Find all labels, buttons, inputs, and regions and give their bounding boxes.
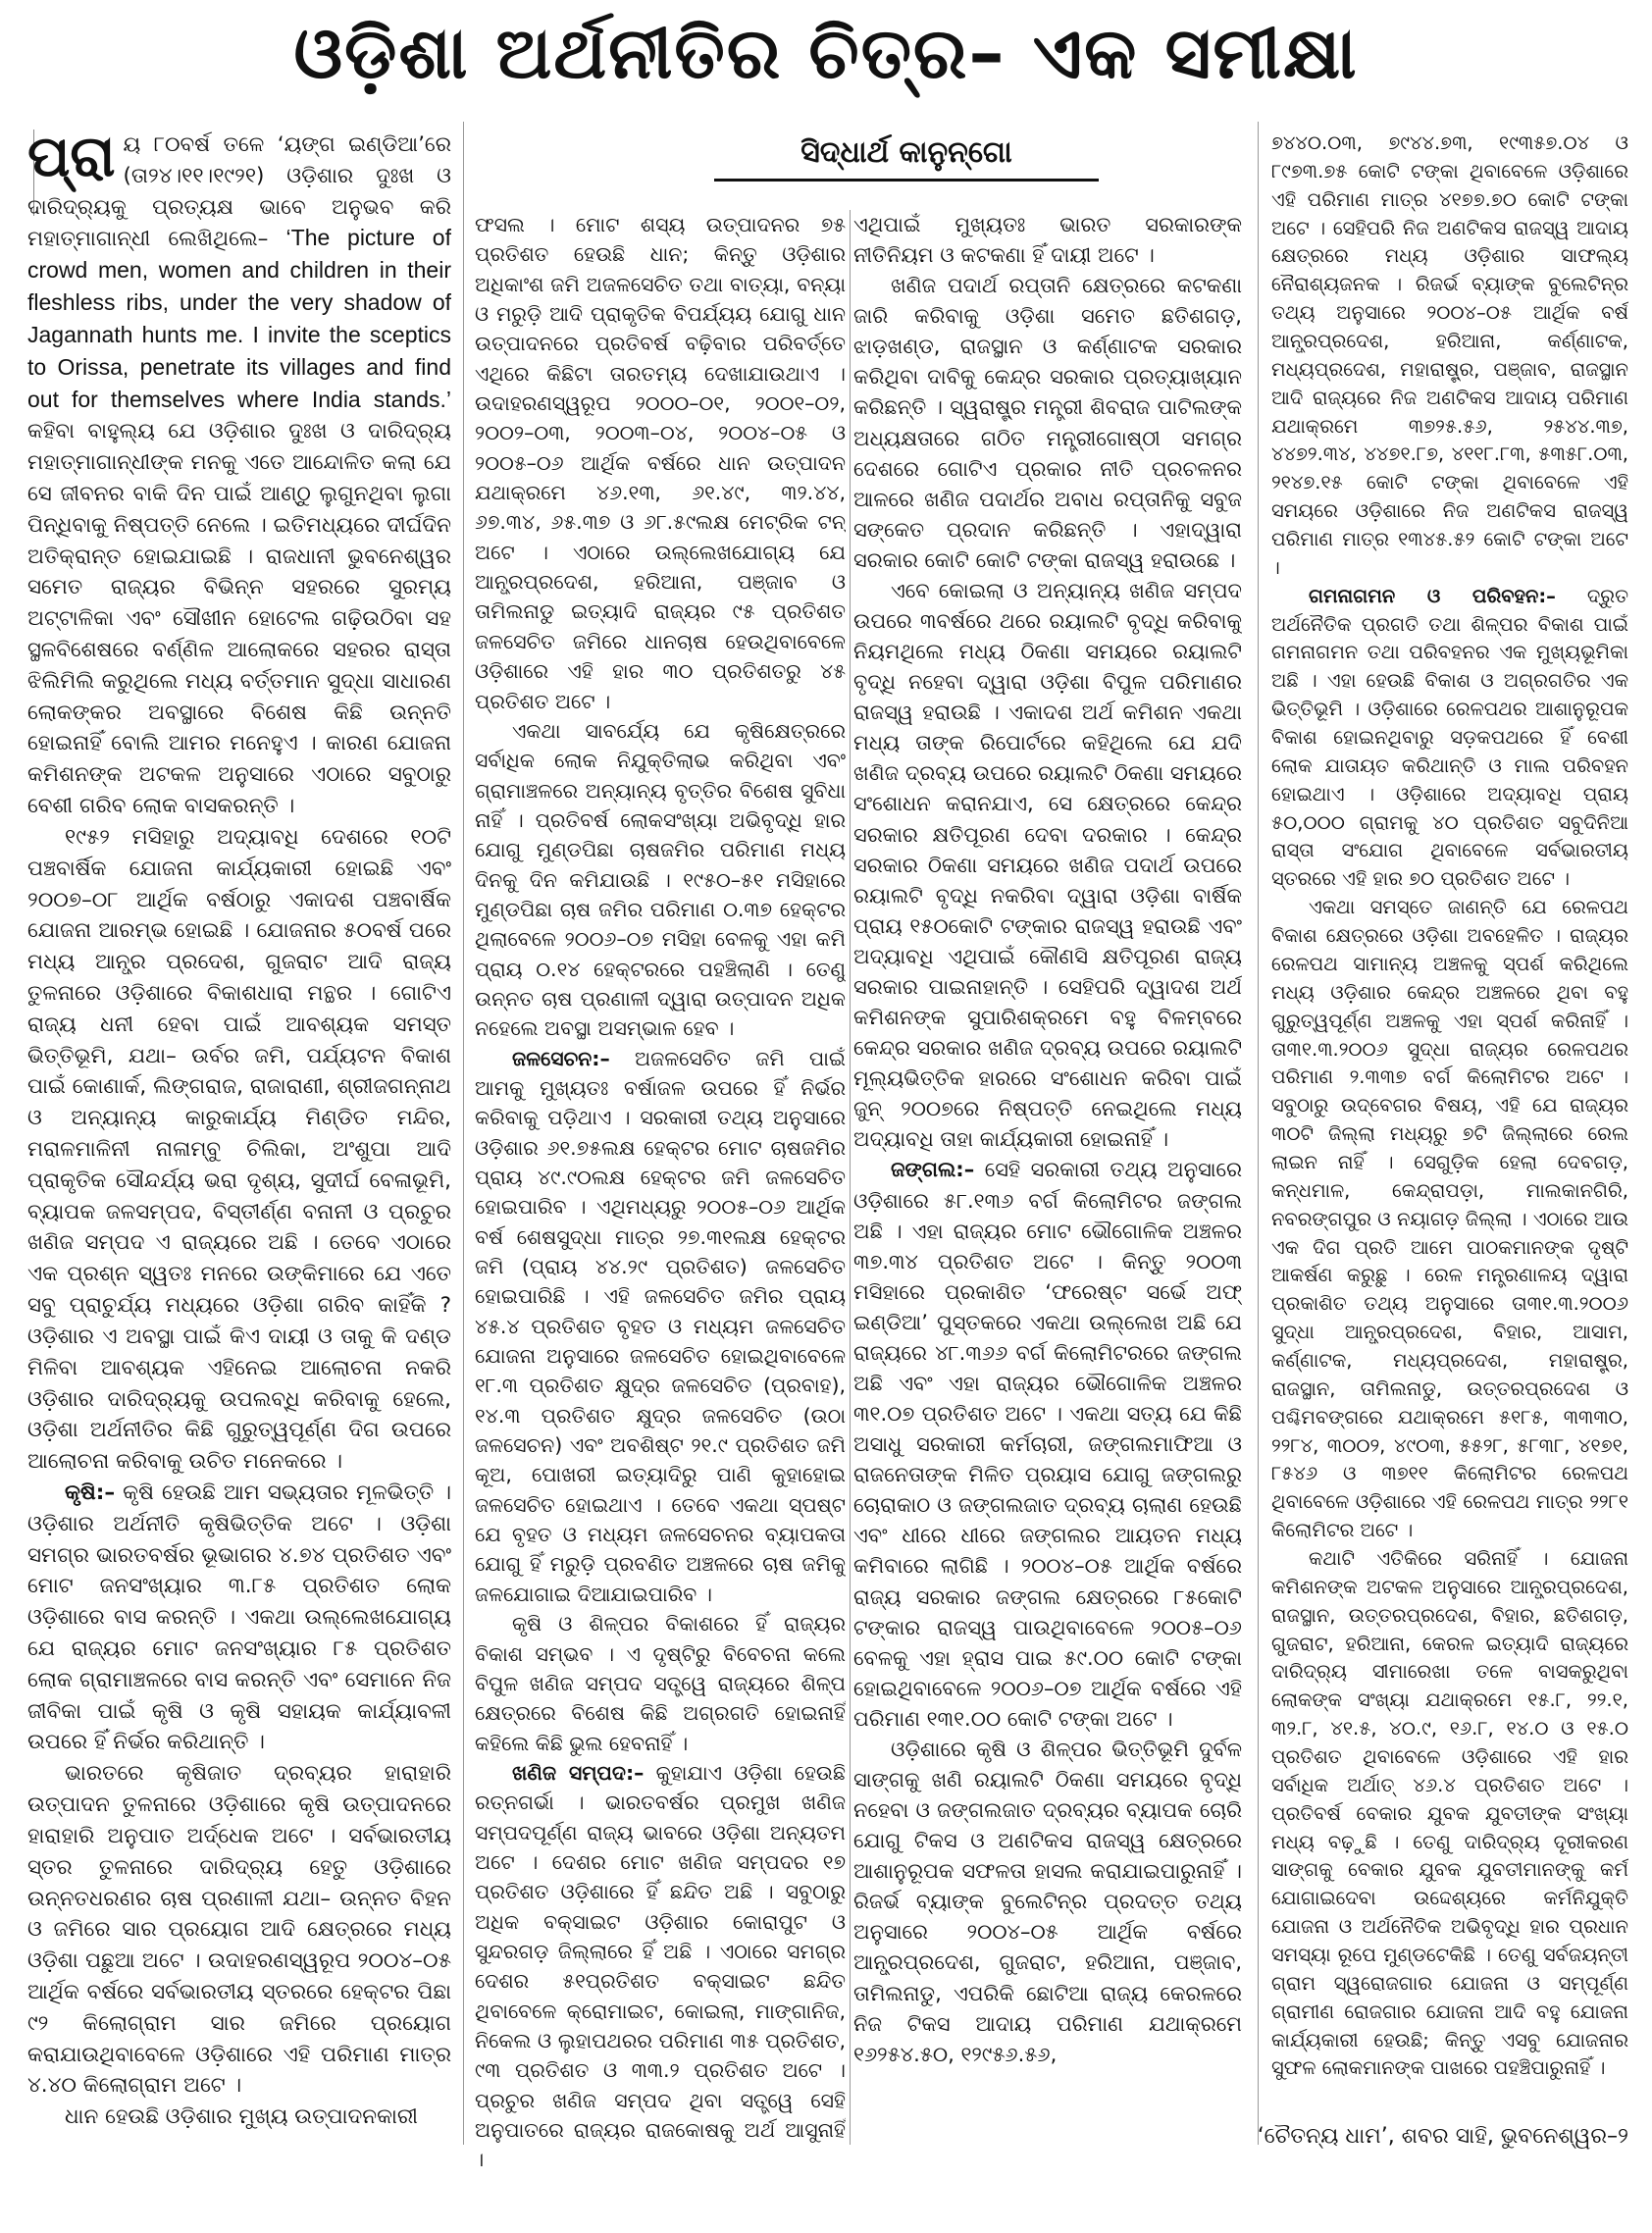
paragraph-text: କୃଷି ହେଉଛି ଆମ ସଭ୍ୟତାର ମୂଳଭିତ୍ତି । ଓଡ଼ିଶାର ଅର୍ଥନୀତି କୃଷିଭିତ୍ତିକ ଅଟେ । ଓଡ଼ିଶା ସମଗ୍ର ଭାରତବର୍ଷର ଭୂଭାଗର ୪.୭୪ ପ୍ରତିଶତ ଏବଂ ମୋଟ ଜନସଂଖ୍ୟାର ୩.୮୫ ପ୍ରତିଶତ ଲୋକ ଓଡ଼ିଶାରେ ବାସ କରନ୍ତି । ଏକଥା ଉଲ୍ଲେଖଯୋଗ୍ୟ ଯେ ରାଜ୍ୟର ମୋଟ ଜନସଂଖ୍ୟାର ୮୫ ପ୍ରତିଶତ ଲୋକ ଗ୍ରାମାଞ୍ଚଳରେ ବାସ କରନ୍ତି ଏବଂ ସେମାନେ ନିଜ ଜୀବିକା ପାଇଁ କୃଷି ଓ କୃଷି ସହାୟକ କାର୍ଯ୍ୟାବଳୀ ଉପରେ ହିଁ ନିର୍ଭର କରିଥାନ୍ତି । [27, 1480, 451, 1755]
paragraph: ଧାନ ହେଉଛି ଓଡ଼ିଶାର ମୁଖ୍ୟ ଉତ୍ପାଦନକାରୀ [65, 2104, 418, 2130]
paragraph [1271, 583, 1628, 894]
byline: ସିଦ୍ଧାର୍ଥ କାନୁନ୍‌ଗୋ [800, 135, 1012, 170]
paragraph-text: କୁହାଯାଏ ଓଡ଼ିଶା ହେଉଛି ରତ୍ନଗର୍ଭା । ଭାରତବର୍ଷର ପ୍ରମୁଖ ଖଣିଜ ସମ୍ପଦପୂର୍ଣ୍ଣ ରାଜ୍ୟ ଭାବରେ ଓଡ଼ିଶା ଅନ୍ୟତମ ଅଟେ । ଦେଶର ମୋଟ ଖଣିଜ ସମ୍ପଦର ୧୭ ପ୍ରତିଶତ ଓଡ଼ିଶାରେ ହିଁ ଛନ୍ଦିତ ଅଛି । ସବୁଠାରୁ ଅଧିକ ବକ୍ସାଇଟ ଓଡ଼ିଶାର କୋରାପୁଟ ଓ ସୁନ୍ଦରଗଡ଼ ଜିଲ୍ଲାରେ ହିଁ ଅଛି । ଏଠାରେ ସମଗ୍ର ଦେଶର ୫୧ପ୍ରତିଶତ ବକ୍ସାଇଟ ଛନ୍ଦିତ ଥିବାବେଳେ କ୍ରୋମାଇଟ, କୋଇଲା, ମାଙ୍ଗାନିଜ, ନିକେଲ ଓ ଲୁହାପଥରର ପରିମାଣ ୩୫ ପ୍ରତିଶତ, ୯୩ ପ୍ରତିଶତ ଓ ୩୩.୨ ପ୍ରତିଶତ ଅଟେ । ପ୍ରଚୁର ଖଣିଜ ସମ୍ପଦ ଥିବା ସତ୍ତ୍ୱେ ସେହି ଅନୁପାତରେ ରାଜ୍ୟର ରାଜକୋଷକୁ ଅର୍ଥ ଆସୁନାହିଁ । [475, 1760, 846, 2172]
section-heading: କୃଷି:– [65, 1480, 116, 1505]
section-heading: ଜଙ୍ଗଲ:– [891, 1158, 975, 1182]
paragraph: ଫସଲ । ମୋଟ ଶସ୍ୟ ଉତ୍ପାଦନର ୭୫ ପ୍ରତିଶତ ହେଉଛି ଧାନ; କିନ୍ତୁ ଓଡ଼ିଶାର ଅଧିକାଂଶ ଜମି ଅଜଳସେଚିତ ତଥା ବାତ୍ୟା, ବନ୍ୟା ଓ ମରୁଡ଼ି ଆଦି ପ୍ରାକୃତିକ ବିପର୍ଯ୍ୟୟ ଯୋଗୁ ଧାନ ଉତ୍ପାଦନରେ ପ୍ରତିବର୍ଷ ବଢ଼ିବାର ପରିବର୍ତ୍ତେ ଏଥିରେ କିଛିଟା ତାରତମ୍ୟ ଦେଖାଯାଉଥାଏ । ଉଦାହରଣସ୍ୱରୂପ ୨୦୦୦–୦୧, ୨୦୦୧–୦୨, ୨୦୦୨–୦୩, ୨୦୦୩–୦୪, ୨୦୦୪–୦୫ ଓ ୨୦୦୫–୦୬ ଆର୍ଥିକ ବର୍ଷରେ ଧାନ ଉତ୍ପାଦନ ଯଥାକ୍ରମେ ୪୬.୧୩, ୬୧.୪୯, ୩୨.୪୪, ୬୭.୩୪, ୬୫.୩୭ ଓ ୬୮.୫୯ଲକ୍ଷ ମେଟ୍ରିକ ଟନ୍ ଅଟେ । ଏଠାରେ ଉଲ୍ଲେଖଯୋଗ୍ୟ ଯେ ଆନ୍ଧ୍ରପ୍ରଦେଶ, ହରିଆନା, ପଞ୍ଜାବ ଓ ତାମିଲନାଡୁ ଇତ୍ୟାଦି ରାଜ୍ୟର ୯୫ ପ୍ରତିଶତ ଜଳସେଚିତ ଜମିରେ ଧାନଚାଷ ହେଉଥିବାବେଳେ ଓଡ଼ିଶାରେ ଏହି ହାର ୩୦ ପ୍ରତିଶତରୁ ୪୫ ପ୍ରତିଶତ ଅଟେ । [475, 213, 846, 713]
paragraph-text: ଦ୍ରୁତ ଅର୍ଥନୈତିକ ପ୍ରଗତି ତଥା ଶିଳ୍ପର ବିକାଶ ପାଇଁ ଗମନାଗମନ ତଥା ପରିବହନର ଏକ ମୁଖ୍ୟଭୂମିକା ଅଛି । ଏହା ହେଉଛି ବିକାଶ ଓ ଅଗ୍ରଗତିର ଏକ ଭିତ୍ତିଭୂମି । ଓଡ଼ିଶାରେ ରେଳପଥର ଆଶାନୁରୂପକ ବିକାଶ ହୋଇନଥିବାରୁ ସଡ଼କପଥରେ ହିଁ ବେଶୀ ଲୋକ ଯାତାୟତ କରିଥାନ୍ତି ଓ ମାଲ ପରିବହନ ହୋଇଥାଏ । ଓଡ଼ିଶାରେ ଅଦ୍ୟାବଧି ପ୍ରାୟ ୫୦,୦୦୦ ଗ୍ରାମକୁ ୪୦ ପ୍ରତିଶତ ସବୁଦିନିଆ ରାସ୍ତା ସଂଯୋଗ ଥିବାବେଳେ ସର୍ବଭାରତୀୟ ସ୍ତରରେ ଏହି ହାର ୭୦ ପ୍ରତିଶତ ଅଟେ । [1271, 584, 1628, 891]
drop-cap: ପ୍ରା [27, 130, 116, 189]
headline: ଓଡ଼ିଶା ଅର୍ଥନୀତିର ଚିତ୍ର– ଏକ ସମୀକ୍ଷା [293, 12, 1359, 94]
gandhi-quote: ‘The picture of crowd men, women and children in their fleshless ribs, under the very shadow of Jagannath hunts me. I invite the sceptics to Orissa, penetrate its villages and find out for themselves where India stands.’ [27, 225, 451, 412]
paragraph: କୃଷି ଓ ଶିଳ୍ପର ବିକାଶରେ ହିଁ ରାଜ୍ୟର ବିକାଶ ସମ୍ଭବ । ଏ ଦୃଷ୍ଟିରୁ ବିବେଚନା କଲେ ବିପୁଳ ଖଣିଜ ସମ୍ପଦ ସତ୍ତ୍ୱେ ରାଜ୍ୟରେ ଶିଳ୍ପ କ୍ଷେତ୍ରରେ ବିଶେଷ କିଛି ଅଗ୍ରଗତି ହୋଇନାହିଁ କହିଲେ କିଛି ଭୁଲ ହେବନାହିଁ । [475, 1612, 846, 1755]
article-column-3 [853, 210, 1242, 2233]
paragraph-text: ଅଜଳସେଚିତ ଜମି ପାଇଁ ଆମକୁ ମୁଖ୍ୟତଃ ବର୍ଷାଜଳ ଉପରେ ହିଁ ନିର୍ଭର କରିବାକୁ ପଡ଼ିଥାଏ । ସରକାରୀ ତଥ୍ୟ ଅନୁସାରେ ଓଡ଼ିଶାର ୬୧.୭୫ଲକ୍ଷ ହେକ୍ଟର ମୋଟ ଚାଷଜମିର ପ୍ରାୟ ୪୯.୯୦ଲକ୍ଷ ହେକ୍ଟର ଜମି ଜଳସେଚିତ ହୋଇପାରିବ । ଏଥିମଧ୍ୟରୁ ୨୦୦୫–୦୬ ଆର୍ଥିକ ବର୍ଷ ଶେଷସୁଦ୍ଧା ମାତ୍ର ୨୭.୩୧ଲକ୍ଷ ହେକ୍ଟର ଜମି (ପ୍ରାୟ ୪୪.୨୯ ପ୍ରତିଶତ) ଜଳସେଚିତ ହୋଇପାରିଛି । ଏହି ଜଳସେଚିତ ଜମିର ପ୍ରାୟ ୪୫.୪ ପ୍ରତିଶତ ବୃହତ ଓ ମଧ୍ୟମ ଜଳସେଚିତ ଯୋଜନା ଅନୁସାରେ ଜଳସେଚିତ ହୋଇଥିବାବେଳେ ୧୮.୩ ପ୍ରତିଶତ କ୍ଷୁଦ୍ର ଜଳସେଚିତ (ପ୍ରବାହ), ୧୪.୩ ପ୍ରତିଶତ କ୍ଷୁଦ୍ର ଜଳସେଚିତ (ଉଠା ଜଳସେଚନ) ଏବଂ ଅବଶିଷ୍ଟ ୨୧.୯ ପ୍ରତିଶତ ଜମି କୂଅ, ପୋଖରୀ ଇତ୍ୟାଦିରୁ ପାଣି କୁହାହୋଇ ଜଳସେଚିତ ହୋଇଥାଏ । ତେବେ ଏକଥା ସ୍ପଷ୍ଟ ଯେ ବୃହତ ଓ ମଧ୍ୟମ ଜଳସେଚନର ବ୍ୟାପକତା ଯୋଗୁ ହିଁ ମରୁଡ଼ି ପ୍ରବଣିତ ଅଞ୍ଚଳରେ ଚାଷ ଜମିକୁ ଜଳଯୋଗାଇ ଦିଆଯାଇପାରିବ । [475, 1046, 846, 1606]
paragraph: ଏକଥା ସାବର୍ଯ୍ୟେ ଯେ କୃଷିକ୍ଷେତ୍ରରେ ସର୍ବାଧିକ ଲୋକ ନିଯୁକ୍ତିଲାଭ କରିଥିବା ଏବଂ ଗ୍ରାମାଞ୍ଚଳରେ ଅନ୍ୟାନ୍ୟ ବୃତ୍ତିର ବିଶେଷ ସୁବିଧା ନାହିଁ । ପ୍ରତିବର୍ଷ ଲୋକସଂଖ୍ୟା ଅଭିବୃଦ୍ଧି ହାର ଯୋଗୁ ମୁଣ୍ଡପିଛା ଚାଷଜମିର ପରିମାଣ ମଧ୍ୟ ଦିନକୁ ଦିନ କମିଯାଉଛି । ୧୯୫୦–୫୧ ମସିହାରେ ମୁଣ୍ଡପିଛା ଚାଷ ଜମିର ପରିମାଣ ୦.୩୭ ହେକ୍ଟର ଥିଲାବେଳେ ୨୦୦୬–୦୭ ମସିହା ବେଳକୁ ଏହା କମି ପ୍ରାୟ ୦.୧୪ ହେକ୍ଟରରେ ପହଞ୍ଚିଲାଣି । ତେଣୁ ଉନ୍ନତ ଚାଷ ପ୍ରଣାଳୀ ଦ୍ୱାରା ଉତ୍ପାଦନ ଅଧିକ ନହେଲେ ଅବସ୍ଥା ଅସମ୍ଭାଳ ହେବ । [475, 718, 846, 1041]
section-heading: ଜଳସେଚନ:– [512, 1046, 610, 1070]
section-heading: ଗମନାଗମନ ଓ ପରିବହନ:– [1309, 584, 1556, 607]
author-address: ‘ଚୈତନ୍ୟ ଧାମ’, ଶବର ସାହି, ଭୁବନେଶ୍ୱର–୨ [1257, 2124, 1628, 2149]
paragraph [475, 1758, 846, 2175]
paragraph [853, 1155, 1242, 1734]
paragraph: ଏଥିପାଇଁ ମୁଖ୍ୟତଃ ଭାରତ ସରକାରଙ୍କ ନୀତିନିୟମ ଓ କଟକଣା ହିଁ ଦାୟୀ ଅଟେ । [853, 213, 1242, 268]
column-rule [1258, 122, 1259, 2145]
article-column-1 [27, 130, 451, 2153]
intro-text-start: ୟ ୮୦ବର୍ଷ ତଳେ ‘ୟଙ୍ଗ ଇଣ୍ଡିଆ’ରେ (ତା୨୪।୧୧।୧୯୨୧) ଓଡ଼ିଶାର ଦୁଃଖ ଓ ଦାରିଦ୍ର୍ୟକୁ ପ୍ରତ୍ୟକ୍ଷ ଭାବେ ଅନୁଭବ କରି ମହାତ୍ମାଗାନ୍ଧୀ ଲେଖିଥିଲେ– [27, 132, 451, 252]
section-heading: ଖଣିଜ ସମ୍ପଦ:– [512, 1760, 645, 1785]
byline-box [714, 133, 1099, 182]
paragraph [475, 1044, 846, 1610]
paragraph [27, 1478, 451, 1758]
article-column-4 [1271, 130, 1628, 2153]
paragraph: ଖଣିଜ ପଦାର୍ଥ ରପ୍ତାନି କ୍ଷେତ୍ରରେ କଟକଣା ଜାରି କରିବାକୁ ଓଡ଼ିଶା ସମେତ ଛତିଶଗଡ଼, ଝାଡ଼ଖଣ୍ଡ, ରାଜସ୍ଥାନ ଓ କର୍ଣ୍ଣାଟକ ସରକାର କରିଥିବା ଦାବିକୁ କେନ୍ଦ୍ର ସରକାର ପ୍ରତ୍ୟାଖ୍ୟାନ କରିଛନ୍ତି । ସ୍ୱରାଷ୍ଟ୍ର ମନ୍ତ୍ରୀ ଶିବରାଜ ପାଟିଲଙ୍କ ଅଧ୍ୟକ୍ଷତାରେ ଗଠିତ ମନ୍ତ୍ରୀଗୋଷ୍ଠୀ ସମଗ୍ର ଦେଶରେ ଗୋଟିଏ ପ୍ରକାର ନୀତି ପ୍ରଚଳନର ଆଳରେ ଖଣିଜ ପଦାର୍ଥର ଅବାଧ ରପ୍ତାନିକୁ ସବୁଜ ସଙ୍କେତ ପ୍ରଦାନ କରିଛନ୍ତି । ଏହାଦ୍ୱାରା ସରକାର କୋଟି କୋଟି ଟଙ୍କା ରାଜସ୍ୱ ହରାଉଛେ । [853, 274, 1242, 572]
column-rule [850, 210, 851, 2145]
paragraph: ଏବେ କୋଇଲା ଓ ଅନ୍ୟାନ୍ୟ ଖଣିଜ ସମ୍ପଦ ଉପରେ ୩ବର୍ଷରେ ଥରେ ରୟାଲଟି ବୃଦ୍ଧି କରିବାକୁ ନିୟମଥିଲେ ମଧ୍ୟ ଠିକଣା ସମୟରେ ରୟାଲଟି ବୃଦ୍ଧି ନହେବା ଦ୍ୱାରା ଓଡ଼ିଶା ବିପୁଳ ପରିମାଣର ରାଜସ୍ୱ ହରାଉଛି । ଏକାଦଶ ଅର୍ଥ କମିଶନ ଏକଥା ମଧ୍ୟ ତାଙ୍କ ରିପୋର୍ଟରେ କହିଥିଲେ ଯେ ଯଦି ଖଣିଜ ଦ୍ରବ୍ୟ ଉପରେ ରୟାଲଟି ଠିକଣା ସମୟରେ ସଂଶୋଧନ କରାନଯାଏ, ସେ କ୍ଷେତ୍ରରେ କେନ୍ଦ୍ର ସରକାର କ୍ଷତିପୂରଣ ଦେବା ଦରକାର । କେନ୍ଦ୍ର ସରକାର ଠିକଣା ସମୟରେ ଖଣିଜ ପଦାର୍ଥ ଉପରେ ରୟାଲଟି ବୃଦ୍ଧି ନକରିବା ଦ୍ୱାରା ଓଡ଼ିଶା ବାର୍ଷିକ ପ୍ରାୟ ୧୫୦କୋଟି ଟଙ୍କାର ରାଜସ୍ୱ ହରାଉଛି ଏବଂ ଅଦ୍ୟାବଧି ଏଥିପାଇଁ କୌଣସି କ୍ଷତିପୂରଣ ରାଜ୍ୟ ସରକାର ପାଇନାହାନ୍ତି । ସେହିପରି ଦ୍ୱାଦଶ ଅର୍ଥ କମିଶନଙ୍କ ସୁପାରିଶକ୍ରମେ ବହୁ ବିଳମ୍ବରେ କେନ୍ଦ୍ର ସରକାର ଖଣିଜ ଦ୍ରବ୍ୟ ଉପରେ ରୟାଲଟି ମୂଲ୍ୟଭିତ୍ତିକ ହାରରେ ସଂଶୋଧନ କରିବା ପାଇଁ ଜୁନ୍ ୨୦୦୭ରେ ନିଷ୍ପତ୍ତି ନେଇଥିଲେ ମଧ୍ୟ ଅଦ୍ୟାବଧି ତାହା କାର୍ଯ୍ୟକାରୀ ହୋଇନାହିଁ । [853, 578, 1242, 1152]
paragraph: ଓଡ଼ିଶାରେ କୃଷି ଓ ଶିଳ୍ପର ଭିତ୍ତିଭୂମି ଦୁର୍ବଳ ସାଙ୍ଗକୁ ଖଣି ରୟାଲଟି ଠିକଣା ସମୟରେ ବୃଦ୍ଧି ନହେବା ଓ ଜଙ୍ଗଲଜାତ ଦ୍ରବ୍ୟର ବ୍ୟାପକ ଚୋରି ଯୋଗୁ ଟିକସ ଓ ଅଣଟିକସ ରାଜସ୍ୱ କ୍ଷେତ୍ରରେ ଆଶାନୁରୂପକ ସଫଳତା ହାସଲ କରାଯାଇପାରୁନାହିଁ । ରିଜର୍ଭ ବ୍ୟାଙ୍କ ବୁଲେଟିନ୍‌ର ପ୍ରଦତ୍ତ ତଥ୍ୟ ଅନୁସାରେ ୨୦୦୪–୦୫ ଆର୍ଥିକ ବର୍ଷରେ ଆନ୍ଧ୍ରପ୍ରଦେଶ, ଗୁଜରାଟ, ହରିଆନା, ପଞ୍ଜାବ, ତାମିଲନାଡୁ, ଏପରିକି ଛୋଟିଆ ରାଜ୍ୟ କେରଳରେ ନିଜ ଟିକସ ଆଦାୟ ପରିମାଣ ଯଥାକ୍ରମେ ୧୬୨୫୪.୫୦, ୧୨୯୫୬.୫୬, [853, 1737, 1242, 2066]
paragraph: ଭାରତରେ କୃଷିଜାତ ଦ୍ରବ୍ୟର ହାରାହାରି ଉତ୍ପାଦନ ତୁଳନାରେ ଓଡ଼ିଶାରେ କୃଷି ଉତ୍ପାଦନରେ ହାରାହାରି ଅନୁପାତ ଅର୍ଦ୍ଧେକ ଅଟେ । ସର୍ବଭାରତୀୟ ସ୍ତର ତୁଳନାରେ ଦାରିଦ୍ର୍ୟ ହେତୁ ଓଡ଼ିଶାରେ ଉନ୍ନତଧରଣର ଚାଷ ପ୍ରଣାଳୀ ଯଥା– ଉନ୍ନତ ବିହନ ଓ ଜମିରେ ସାର ପ୍ରୟୋଗ ଆଦି କ୍ଷେତ୍ରରେ ମଧ୍ୟ ଓଡ଼ିଶା ପଛୁଆ ଅଟେ । ଉଦାହରଣସ୍ୱରୂପ ୨୦୦୪–୦୫ ଆର୍ଥିକ ବର୍ଷରେ ସର୍ବଭାରତୀୟ ସ୍ତରରେ ହେକ୍ଟର ପିଛା ୯୨ କିଲୋଗ୍ରାମ ସାର ଜମିରେ ପ୍ରୟୋଗ କରାଯାଉଥିବାବେଳେ ଓଡ଼ିଶାରେ ଏହି ପରିମାଣ ମାତ୍ର ୪.୪୦ କିଲୋଗ୍ରାମ ଅଟେ । [27, 1761, 451, 2099]
paragraph: କଥାଟି ଏତିକିରେ ସରିନାହିଁ । ଯୋଜନା କମିଶନଙ୍କ ଅଟକଳ ଅନୁସାରେ ଆନ୍ଧ୍ରପ୍ରଦେଶ, ରାଜସ୍ଥାନ, ଉତ୍ତରପ୍ରଦେଶ, ବିହାର, ଛତିଶଗଡ଼, ଗୁଜରାଟ, ହରିଆନା, କେରଳ ଇତ୍ୟାଦି ରାଜ୍ୟରେ ଦାରିଦ୍ର୍ୟ ସୀମାରେଖା ତଳେ ବାସକରୁଥିବା ଲୋକଙ୍କ ସଂଖ୍ୟା ଯଥାକ୍ରମେ ୧୫.୮, ୨୨.୧, ୩୨.୮, ୪୧.୫, ୪୦.୯, ୧୬.୮, ୧୪.୦ ଓ ୧୫.୦ ପ୍ରତିଶତ ଥିବାବେଳେ ଓଡ଼ିଶାରେ ଏହି ହାର ସର୍ବାଧିକ ଅର୍ଥାତ୍ ୪୬.୪ ପ୍ରତିଶତ ଅଟେ । ପ୍ରତିବର୍ଷ ବେକାର ଯୁବକ ଯୁବତୀଙ୍କ ସଂଖ୍ୟା ମଧ୍ୟ ବଢ଼ୁଛି । ତେଣୁ ଦାରିଦ୍ର୍ୟ ଦୂରୀକରଣ ସାଙ୍ଗକୁ ବେକାର ଯୁବକ ଯୁବତୀମାନଙ୍କୁ କର୍ମ ଯୋଗାଇଦେବା ଉଦ୍ଦେଶ୍ୟରେ କର୍ମନିଯୁକ୍ତି ଯୋଜନା ଓ ଅର୍ଥନୈତିକ ଅଭିବୃଦ୍ଧି ହାର ପ୍ରଧାନ ସମସ୍ୟା ରୂପେ ମୁଣ୍ଡଟେକିଛି । ତେଣୁ ସର୍ବଜୟନ୍ତୀ ଗ୍ରାମ ସ୍ୱରୋଜଗାର ଯୋଜନା ଓ ସମ୍ପୂର୍ଣ୍ଣ ଗ୍ରାମୀଣ ରୋଜଗାର ଯୋଜନା ଆଦି ବହୁ ଯୋଜନା କାର୍ଯ୍ୟକାରୀ ହେଉଛି; କିନ୍ତୁ ଏସବୁ ଯୋଜନାର ସୁଫଳ ଲୋକମାନଙ୍କ ପାଖରେ ପହଞ୍ଚିପାରୁନାହିଁ । [1271, 1546, 1628, 2080]
intro-paragraph [27, 130, 451, 822]
column-rule [463, 122, 464, 2145]
intro-text-end: କହିବା ବାହୁଲ୍ୟ ଯେ ଓଡ଼ିଶାର ଦୁଃଖ ଓ ଦାରିଦ୍ର୍ୟ ମହାତ୍ମାଗାନ୍ଧୀଙ୍କ ମନକୁ ଏତେ ଆନ୍ଦୋଳିତ କଲା ଯେ ସେ ଜୀବନର ବାକି ଦିନ ପାଇଁ ଆଣ୍ଠୁ ଲୁଗୁନଥିବା ଲୁଗା ପିନ୍ଧିବାକୁ ନିଷ୍ପତ୍ତି ନେଲେ । ଇତିମଧ୍ୟରେ ଦୀର୍ଘଦିନ ଅତିକ୍ରାନ୍ତ ହୋଇଯାଇଛି । ରାଜଧାନୀ ଭୁବନେଶ୍ୱର ସମେତ ରାଜ୍ୟର ବିଭିନ୍ନ ସହରରେ ସୁରମ୍ୟ ଅଟ୍ଟାଳିକା ଏବଂ ସୌଖୀନ ହୋଟେଲ ଗଢ଼ିଉଠିବା ସହ ସ୍ଥଳବିଶେଷରେ ବର୍ଣ୍ଣିଳ ଆଲୋକରେ ସହରର ରାସ୍ତା ଝିଲିମିଲି କରୁଥିଲେ ମଧ୍ୟ ବର୍ତ୍ତମାନ ସୁଦ୍ଧା ସାଧାରଣ ଲୋକଙ୍କର ଅବସ୍ଥାରେ ବିଶେଷ କିଛି ଉନ୍ନତି ହୋଇନାହିଁ ବୋଲି ଆମର ମନେହୁଏ । କାରଣ ଯୋଜନା କମିଶନଙ୍କ ଅଟକଳ ଅନୁସାରେ ଏଠାରେ ସବୁଠାରୁ ବେଶୀ ଗରିବ ଲୋକ ବାସକରନ୍ତି । [27, 419, 451, 819]
paragraph: ୭୪୪୦.୦୩, ୭୯୪୪.୭୩, ୧୯୩୫୭.୦୪ ଓ ୮୯୭୩.୭୫ କୋଟି ଟଙ୍କା ଥିବାବେଳେ ଓଡ଼ିଶାରେ ଏହି ପରିମାଣ ମାତ୍ର ୪୧୭୭.୭୦ କୋଟି ଟଙ୍କା ଅଟେ । ସେହିପରି ନିଜ ଅଣଟିକସ ରାଜସ୍ୱ ଆଦାୟ କ୍ଷେତ୍ରରେ ମଧ୍ୟ ଓଡ଼ିଶାର ସାଫଲ୍ୟ ନୈରାଶ୍ୟଜନକ । ରିଜର୍ଭ ବ୍ୟାଙ୍କ ବୁଲେଟିନ୍‌ର ତଥ୍ୟ ଅନୁସାରେ ୨୦୦୪–୦୫ ଆର୍ଥିକ ବର୍ଷ ଆନ୍ଧ୍ରପ୍ରଦେଶ, ହରିଆନା, କର୍ଣ୍ଣାଟକ, ମଧ୍ୟପ୍ରଦେଶ, ମହାରାଷ୍ଟ୍ର, ପଞ୍ଜାବ, ରାଜସ୍ଥାନ ଆଦି ରାଜ୍ୟରେ ନିଜ ଅଣଟିକସ ଆଦାୟ ପରିମାଣ ଯଥାକ୍ରମେ ୩୭୨୫.୫୬, ୨୫୪୪.୩୭, ୪୪୭୨.୩୪, ୪୪୭୧.୮୭, ୪୧୧୮.୮୩, ୫୩୫୮.୦୩, ୨୧୪୭.୧୫ କୋଟି ଟଙ୍କା ଥିବାବେଳେ ଏହି ସମୟରେ ଓଡ଼ିଶାରେ ନିଜ ଅଣଟିକସ ରାଜସ୍ୱ ପରିମାଣ ମାତ୍ର ୧୩୪୫.୫୨ କୋଟି ଟଙ୍କା ଅଟେ । [1271, 131, 1628, 579]
paragraph: ୧୯୫୨ ମସିହାରୁ ଅଦ୍ୟାବଧି ଦେଶରେ ୧୦ଟି ପଞ୍ଚବାର୍ଷିକ ଯୋଜନା କାର୍ଯ୍ୟକାରୀ ହୋଇଛି ଏବଂ ୨୦୦୭–୦୮ ଆର୍ଥିକ ବର୍ଷଠାରୁ ଏକାଦଶ ପଞ୍ଚବାର୍ଷିକ ଯୋଜନା ଆରମ୍ଭ ହୋଇଛି । ଯୋଜନାର ୫୦ବର୍ଷ ପରେ ମଧ୍ୟ ଆନ୍ଧ୍ର ପ୍ରଦେଶ, ଗୁଜରାଟ ଆଦି ରାଜ୍ୟ ତୁଳନାରେ ଓଡ଼ିଶାରେ ବିକାଶଧାରା ମନ୍ଥର । ଗୋଟିଏ ରାଜ୍ୟ ଧନୀ ହେବା ପାଇଁ ଆବଶ୍ୟକ ସମସ୍ତ ଭିତ୍ତିଭୂମି, ଯଥା– ଉର୍ବର ଜମି, ପର୍ଯ୍ୟଟନ ବିକାଶ ପାଇଁ କୋଣାର୍କ, ଲିଙ୍ଗରାଜ, ରାଜାରାଣୀ, ଶ୍ରୀଜଗନ୍ନାଥ ଓ ଅନ୍ୟାନ୍ୟ କାରୁକାର୍ଯ୍ୟ ମିଣ୍ଡିତ ମନ୍ଦିର, ମରାଳମାଳିନୀ ନାଳାମ୍ବୁ ଚିଲିକା, ଅଂଶୁପା ଆଦି ପ୍ରାକୃତିକ ସୌନ୍ଦର୍ଯ୍ୟ ଭରା ଦୃଶ୍ୟ, ସୁଦୀର୍ଘ ବେଳାଭୂମି, ବ୍ୟାପକ ଜଳସମ୍ପଦ, ବିସ୍ତୀର୍ଣ୍ଣ ବନାନୀ ଓ ପ୍ରଚୁର ଖଣିଜ ସମ୍ପଦ ଏ ରାଜ୍ୟରେ ଅଛି । ତେବେ ଏଠାରେ ଏକ ପ୍ରଶ୍ନ ସ୍ୱତଃ ମନରେ ଉଙ୍କିମାରେ ଯେ ଏତେ ସବୁ ପ୍ରାଚୁର୍ଯ୍ୟ ମଧ୍ୟରେ ଓଡ଼ିଶା ଗରିବ କାହିଁକି ? ଓଡ଼ିଶାର ଏ ଅବସ୍ଥା ପାଇଁ କିଏ ଦାୟୀ ଓ ତାକୁ କି ଦଣ୍ଡ ମିଳିବା ଆବଶ୍ୟକ ଏହିନେଇ ଆଲୋଚନା ନକରି ଓଡ଼ିଶାର ଦାରିଦ୍ର୍ୟକୁ ଉପଲବ୍ଧି କରିବାକୁ ହେଲେ, ଓଡ଼ିଶା ଅର୍ଥନୀତିର କିଛି ଗୁରୁତ୍ୱପୂର୍ଣ୍ଣ ଦିଗ ଉପରେ ଆଲୋଚନା କରିବାକୁ ଉଚିତ ମନେକରେ । [27, 824, 451, 1475]
article-column-2 [475, 210, 846, 2233]
paragraph-text: ସେହି ସରକାରୀ ତଥ୍ୟ ଅନୁସାରେ ଓଡ଼ିଶାରେ ୫୮.୧୩୬ ବର୍ଗ କିଲୋମିଟର ଜଙ୍ଗଲ ଅଛି । ଏହା ରାଜ୍ୟର ମୋଟ ଭୌଗୋଳିକ ଅଞ୍ଚଳର ୩୭.୩୪ ପ୍ରତିଶତ ଅଟେ । କିନ୍ତୁ ୨୦୦୩ ମସିହାରେ ପ୍ରକାଶିତ ‘ଫରେଷ୍ଟ ସର୍ଭେ ଅଫ୍ ଇଣ୍ଡିଆ’ ପୁସ୍ତକରେ ଏକଥା ଉଲ୍ଲେଖ ଅଛି ଯେ ରାଜ୍ୟରେ ୪୮.୩୬୬ ବର୍ଗ କିଲୋମିଟରରେ ଜଙ୍ଗଲ ଅଛି ଏବଂ ଏହା ରାଜ୍ୟର ଭୌଗୋଳିକ ଅଞ୍ଚଳର ୩୧.୦୭ ପ୍ରତିଶତ ଅଟେ । ଏକଥା ସତ୍ୟ ଯେ କିଛି ଅସାଧୁ ସରକାରୀ କର୍ମଚାରୀ, ଜଙ୍ଗଲମାଫିଆ ଓ ରାଜନେତାଙ୍କ ମିଳିତ ପ୍ରୟାସ ଯୋଗୁ ଜଙ୍ଗଲରୁ ଚୋରାକାଠ ଓ ଜଙ୍ଗଲଜାତ ଦ୍ରବ୍ୟ ଚାଲାଣ ହେଉଛି ଏବଂ ଧୀରେ ଧୀରେ ଜଙ୍ଗଲର ଆୟତନ ମଧ୍ୟ କମିବାରେ ଲାଗିଛି । ୨୦୦୪–୦୫ ଆର୍ଥିକ ବର୍ଷରେ ରାଜ୍ୟ ସରକାର ଜଙ୍ଗଲ କ୍ଷେତ୍ରରେ ୮୫କୋଟି ଟଙ୍କାର ରାଜସ୍ୱ ପାଉଥିବାବେଳେ ୨୦୦୫–୦୬ ବେଳକୁ ଏହା ହ୍ରାସ ପାଇ ୫୯.୦୦ କୋଟି ଟଙ୍କା ହୋଇଥିବାବେଳେ ୨୦୦୬–୦୭ ଆର୍ଥିକ ବର୍ଷରେ ଏହି ପରିମାଣ ୧୩୧.୦୦ କୋଟି ଟଙ୍କା ଅଟେ । [853, 1158, 1242, 1731]
paragraph: ଏକଥା ସମସ୍ତେ ଜାଣନ୍ତି ଯେ ରେଳପଥ ବିକାଶ କ୍ଷେତ୍ରରେ ଓଡ଼ିଶା ଅବହେଳିତ । ରାଜ୍ୟର ରେଳପଥ ସାମାନ୍ୟ ଅଞ୍ଚଳକୁ ସ୍ପର୍ଶ କରିଥିଲେ ମଧ୍ୟ ଓଡ଼ିଶାର କେନ୍ଦ୍ର ଅଞ୍ଚଳରେ ଥିବା ବହୁ ଗୁରୁତ୍ୱପୂର୍ଣ୍ଣ ଅଞ୍ଚଳକୁ ଏହା ସ୍ପର୍ଶ କରିନାହିଁ । ତା୩୧.୩.୨୦୦୬ ସୁଦ୍ଧା ରାଜ୍ୟର ରେଳପଥର ପରିମାଣ ୨.୩୩୭ ବର୍ଗ କିଲୋମିଟର ଅଟେ । ସବୁଠାରୁ ଉଦ୍‌ବେଗର ବିଷୟ, ଏହି ଯେ ରାଜ୍ୟର ୩୦ଟି ଜିଲ୍ଲା ମଧ୍ୟରୁ ୭ଟି ଜିଲ୍ଲାରେ ରେଲ ଲାଇନ ନାହିଁ । ସେଗୁଡ଼ିକ ହେଲା ଦେବଗଡ଼, କନ୍ଧମାଳ, କେନ୍ଦ୍ରାପଡ଼ା, ମାଲକାନଗିରି, ନବରଙ୍ଗପୁର ଓ ନୟାଗଡ଼ ଜିଲ୍ଲା । ଏଠାରେ ଆଉ ଏକ ଦିଗ ପ୍ରତି ଆମେ ପାଠକମାନଙ୍କ ଦୃଷ୍ଟି ଆକର୍ଷଣ କରୁଛୁ । ରେଳ ମନ୍ତ୍ରଣାଳୟ ଦ୍ୱାରା ପ୍ରକାଶିତ ତଥ୍ୟ ଅନୁସାରେ ତା୩୧.୩.୨୦୦୬ ସୁଦ୍ଧା ଆନ୍ଧ୍ରପ୍ରଦେଶ, ବିହାର, ଆସାମ, କର୍ଣ୍ଣାଟକ, ମଧ୍ୟପ୍ରଦେଶ, ମହାରାଷ୍ଟ୍ର, ରାଜସ୍ଥାନ, ତାମିଲନାଡୁ, ଉତ୍ତରପ୍ରଦେଶ ଓ ପଶ୍ଚିମବଙ୍ଗରେ ଯଥାକ୍ରମେ ୫୧୮୫, ୩୩୩୦, ୨୨୮୪, ୩୦୦୨, ୪୯୦୩, ୫୫୨୮, ୫୮୩୮, ୪୧୭୧, ୮୫୪୬ ଓ ୩୭୧୧ କିଲୋମିଟର ରେଳପଥ ଥିବାବେଳେ ଓଡ଼ିଶାରେ ଏହି ରେଳପଥ ମାତ୍ର ୨୨୮୧ କିଲୋମିଟର ଅଟେ । [1271, 896, 1628, 1542]
